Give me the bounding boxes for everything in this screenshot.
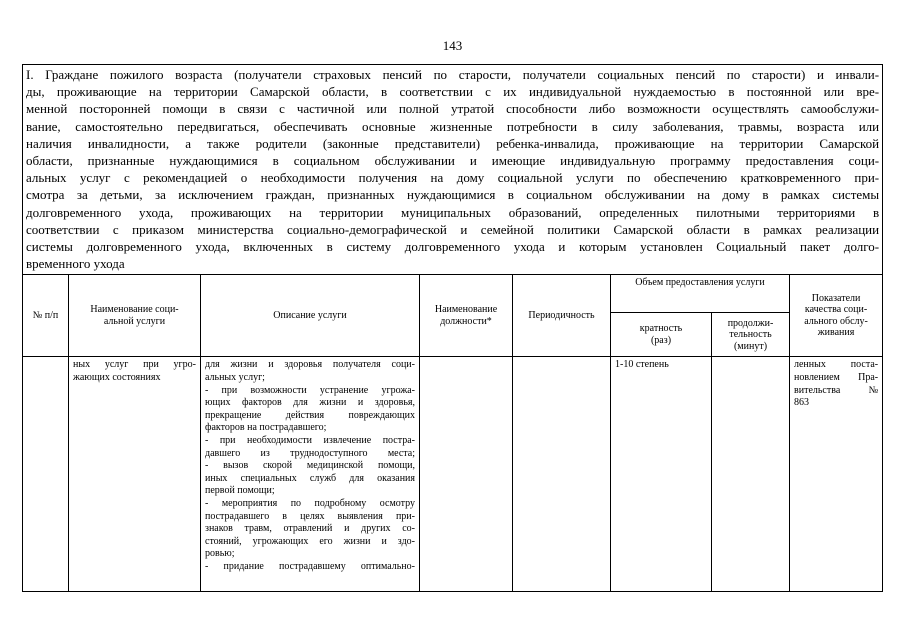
header-periodicity: Периодичность [513,275,611,357]
cell-quality [790,357,883,592]
description-line: первой помощи; [205,485,275,497]
description-line: знаков травм, отравлений и других со- [205,523,415,535]
header-multiplicity-line: (раз) [650,334,672,346]
description-line: иных специальных служб для оказания [205,472,415,484]
header-position [420,275,513,357]
header-quality-line: ального обслу- [804,315,868,327]
description-line: - при возможности устранение угрожа- [205,384,415,396]
section-title-line: смотра за детьми, за исключением граждан, признанных нуждающимися в социальном обслуживании на дому в рамках системы [26,187,880,203]
header-duration-line: тельность [729,329,772,341]
description-line: - вызов скорой медицинской помощи, [205,460,415,472]
section-title-line: временного ухода [26,256,125,272]
header-multiplicity [611,313,712,357]
header-multiplicity-line: кратность [639,323,683,335]
header-quality-line: живания [817,327,855,339]
section-title-line: альных услуг с рекомендацией о необходимости получения на дому социальной услуги по обеспечению кратковременного при- [26,170,880,186]
description-line: для жизни и здоровья получателя соци- [205,359,415,371]
header-duration-line: (минут) [733,340,768,352]
description-line: - при необходимости извлечение постра- [205,435,415,446]
description-line: давшего из труднодоступного места; [205,447,415,459]
quality-line: вительства № [794,384,879,396]
cell-description [201,357,420,592]
description-line: - придание пострадавшему оптимально- [205,560,415,572]
column-header-row [23,275,883,313]
section-title-line: вание, самостоятельно передвигаться, обеспечивать основные жизненные потребности в силу заболевания, травмы, возраста или [26,118,880,134]
page-number: 143 [442,38,463,53]
header-quality [790,275,883,357]
section-title-line: соответствии с приказом министерства социально-демографической и семейной политики Самарской области в рамках реализации [26,221,880,237]
table-row [23,357,883,592]
header-duration [712,313,790,357]
section-title-line: I. Граждане пожилого возраста (получатели страховых пенсий по старости, получатели социальных пенсий по старости) и инвали- [26,67,880,82]
header-quality-line: качества соци- [804,304,868,316]
service-name-line: жающих состояниях [73,372,161,384]
description-text [205,359,415,589]
cell-multiplicity: 1-10 степень [611,357,712,592]
section-title-line: менной посторонней помощи в связи с частичной или полной утратой способности либо возможности осуществлять самообслужи- [26,101,880,117]
quality-line: 863 [794,397,809,409]
header-service-name [69,275,201,357]
description-line: факторов на пострадавшего; [205,422,327,434]
quality-line: ленных поста- [794,359,879,371]
section-title-line: ды, проживающие на территории Самарской области, в соответствии с их индивидуальной нуждаемостью в постоянной или вре- [26,84,880,100]
description-line: - мероприятия по подробному осмотру [205,497,415,509]
quality-line: новлением Пра- [794,372,879,384]
services-table [22,64,883,592]
section-title-line: области, признанные нуждающимися в социальном обслуживании и имеющие индивидуальную программу предоставления соци- [26,153,880,169]
header-position-line: должности* [440,315,492,327]
section-title-line: системы долговременного ухода, включенных в систему долговременного ухода и которым установлен Социальный пакет долго- [26,239,880,255]
header-volume: Объем предоставления услуги [611,275,790,313]
cell-service-name [69,357,201,592]
section-title-line: долговременного ухода, проживающих на территории муниципальных образований, определенных пилотными территориями в [26,204,880,220]
description-line: пострадавшего в целях выявления при- [205,510,415,522]
header-service-name-line: Наименование соци- [90,304,179,316]
cell-periodicity [513,357,611,592]
header-description: Описание услуги [201,275,420,357]
header-quality-line: Показатели [811,292,861,304]
section-title [23,65,883,275]
section-header-row [23,65,883,275]
description-line: ровью; [205,548,235,560]
description-line: ющих факторов для жизни и здоровья, [205,397,415,409]
description-line: прекращение действия повреждающих [205,409,415,421]
header-service-name-line: альной услуги [103,315,166,327]
header-num: № п/п [23,275,69,357]
cell-position [420,357,513,592]
service-name-line: ных услуг при угро- [73,359,196,371]
section-title-line: наличия инвалидности, а также родители (законные представители) ребенка-инвалида, проживающие на территории Самарской [26,135,880,151]
header-position-line: Наименование [434,304,498,316]
cell-num [23,357,69,592]
header-duration-line: продолжи- [727,317,774,329]
description-line: альных услуг; [205,372,265,384]
cell-duration [712,357,790,592]
description-line: стояний, угрожающих его жизни и здо- [205,535,415,547]
